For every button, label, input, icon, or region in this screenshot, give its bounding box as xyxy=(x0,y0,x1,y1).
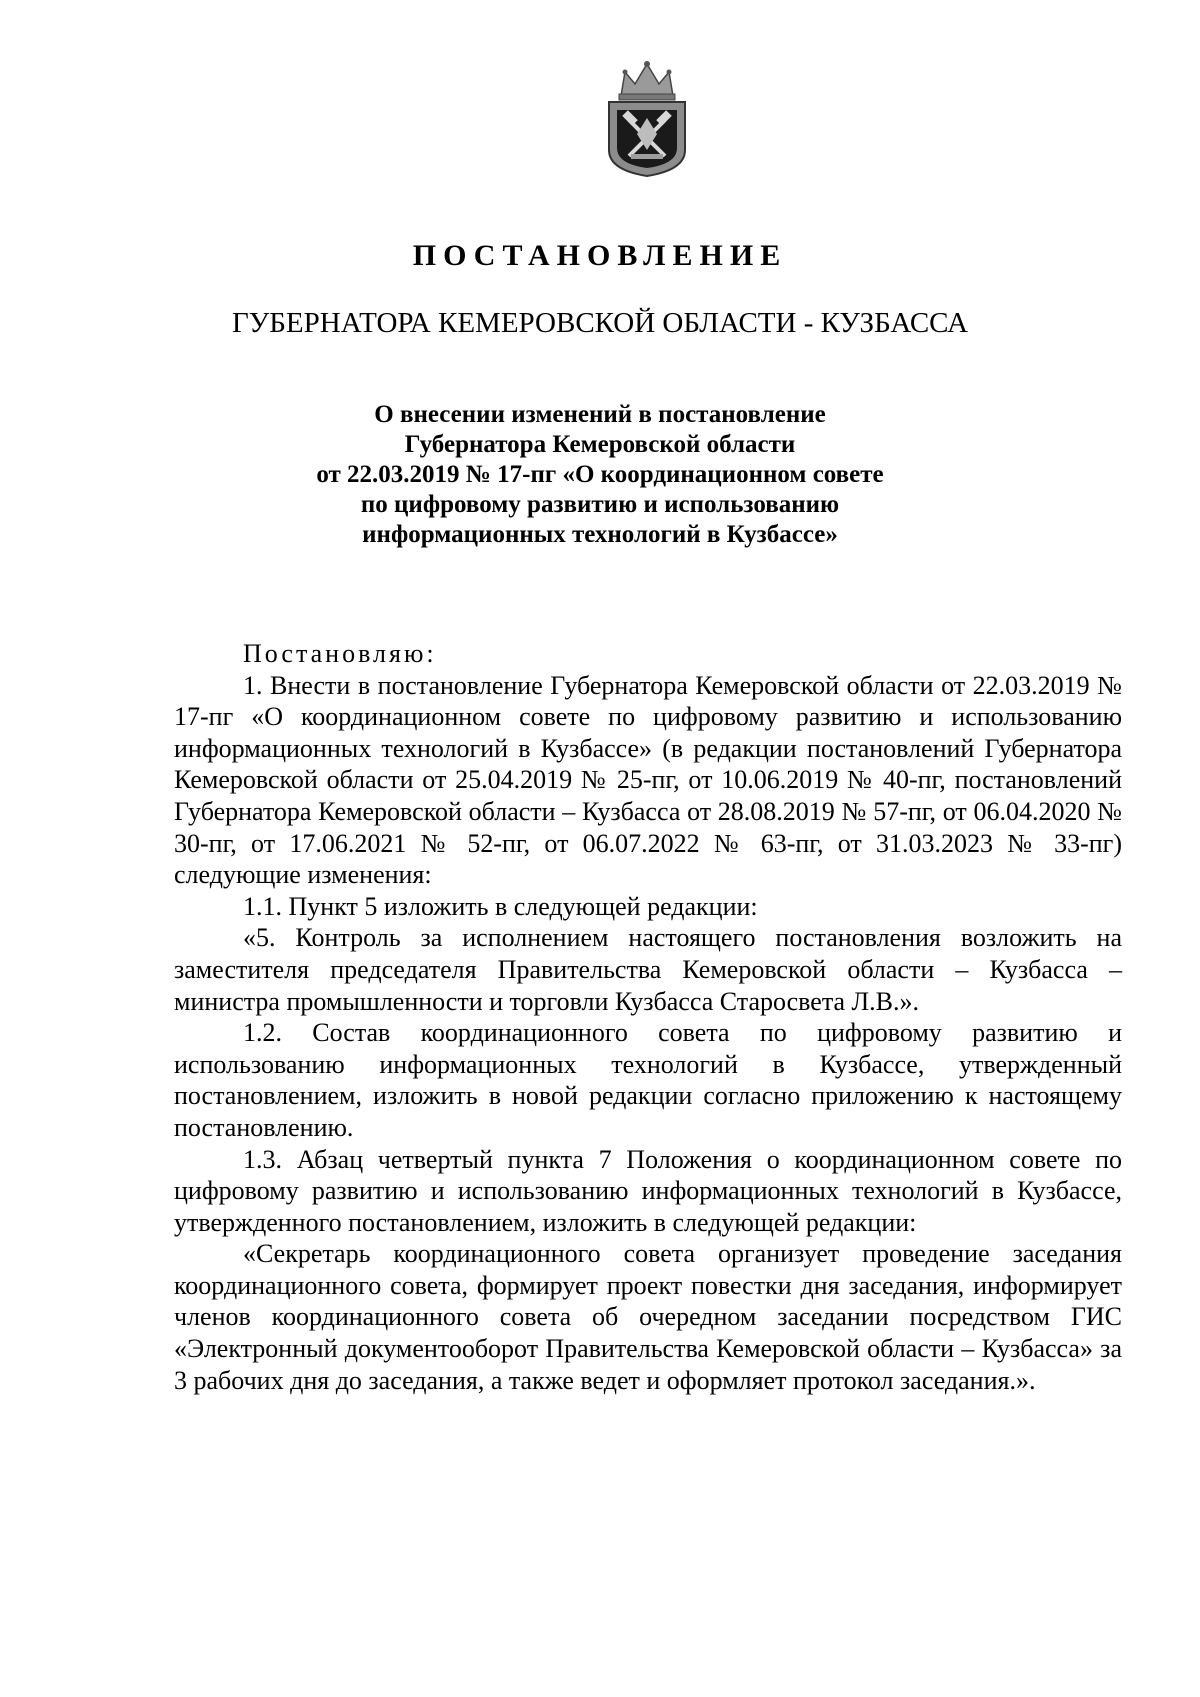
paragraph-1-1-quote: «5. Контроль за исполнением настоящего постановления возложить на заместителя председателя Правительства Кемеровской области – Кузбасса – министра промышленности и торговли Кузбасса Старосвета Л.В.». xyxy=(174,923,1122,1016)
decree-word: Постановляю: xyxy=(243,639,437,668)
document-issuer: ГУБЕРНАТОРА КЕМЕРОВСКОЙ ОБЛАСТИ - КУЗБАССА xyxy=(231,307,969,339)
heading-line: О внесении изменений в постановление xyxy=(374,401,826,428)
heading-line: информационных технологий в Кузбассе» xyxy=(362,521,838,548)
paragraph-1-1: 1.1. Пункт 5 изложить в следующей редакции: xyxy=(243,891,758,921)
paragraph-1-3-quote: «Секретарь координационного совета организует проведение заседания координационного совета, формирует проект повестки дня заседания, информирует членов координационного совета об очередном заседании посредством ГИС «Электронный документооборот Правительства Кемеровской области – Кузбасса» за 3 рабочих дня до заседания, а также ведет и оформляет протокол заседания.». xyxy=(174,1239,1122,1395)
paragraph-1: 1. Внести в постановление Губернатора Кемеровской области от 22.03.2019 № 17-пг «О координационном совете по цифровому развитию и использованию информационных технологий в Кузбассе» (в редакции постановлений Губернатора Кемеровской области от 25.04.2019 № 25-пг, от 10.06.2019 № 40-пг, постановлений Губернатора Кемеровской области – Кузбасса от 28.08.2019 № 57-пг, от 06.04.2020 № 30-пг, от 17.06.2021 № 52-пг, от 06.07.2022 № 63-пг, от 31.03.2023 № 33-пг) следующие изменения: xyxy=(174,670,1122,890)
paragraph-1-2: 1.2. Состав координационного совета по цифровому развитию и использованию информационных технологий в Кузбассе, утвержденный постановлением, изложить в новой редакции согласно приложению к настоящему постановлению. xyxy=(174,1018,1122,1142)
heading-line: от 22.03.2019 № 17-пг «О координационном совете xyxy=(316,461,884,488)
coat-of-arms-icon xyxy=(603,58,691,178)
heading-line: Губернатора Кемеровской области xyxy=(404,431,796,458)
heading-line: по цифровому развитию и использованию xyxy=(360,491,840,518)
document-heading xyxy=(200,400,1000,550)
document-body xyxy=(174,638,1122,1396)
paragraph-1-3: 1.3. Абзац четвертый пункта 7 Положения о координационном совете по цифровому развитию и использованию информационных технологий в Кузбассе, утвержденного постановлением, изложить в следующей редакции: xyxy=(174,1144,1122,1237)
document-title: ПОСТАНОВЛЕНИЕ xyxy=(412,239,788,272)
